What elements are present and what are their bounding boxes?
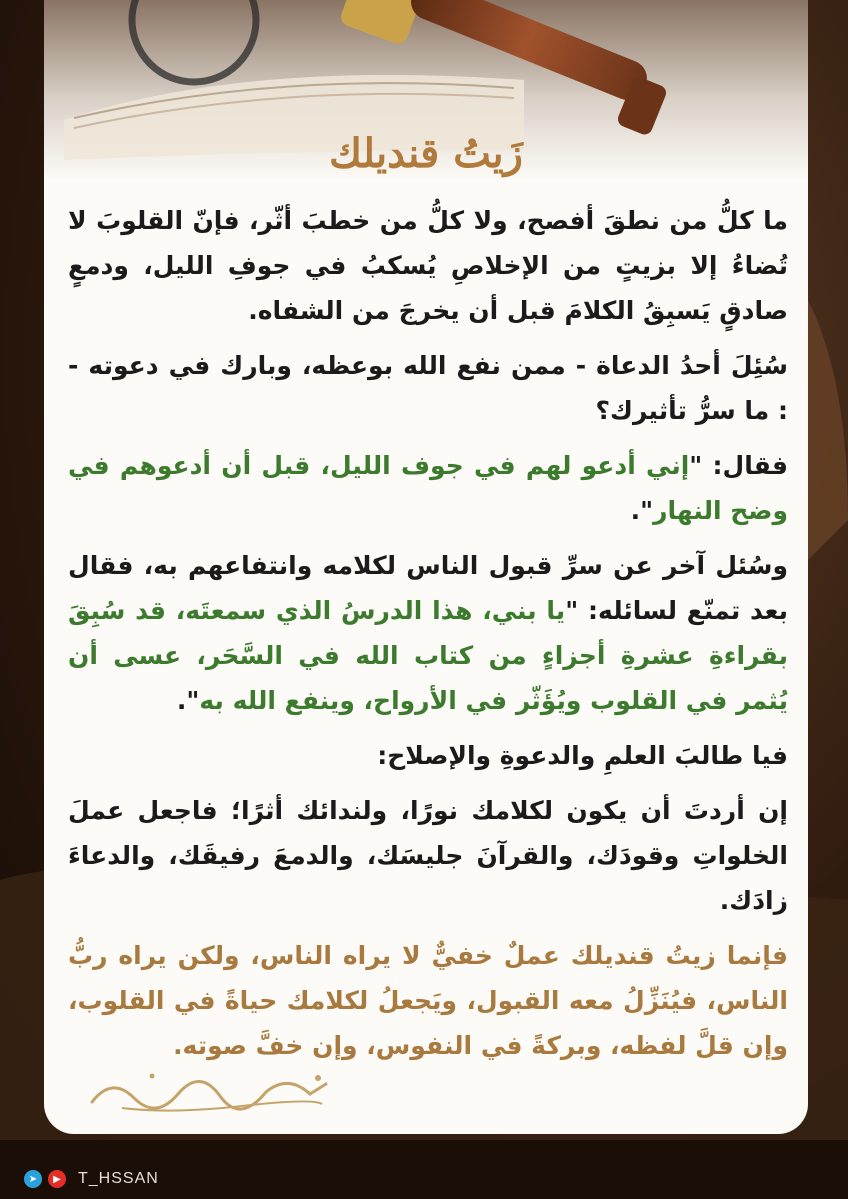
content-card: [44, 0, 808, 1134]
text-run: يا بني، هذا الدرسُ الذي سمعتَه، قد سُبِقَ بقراءةِ عشرةِ أجزاءٍ من كتاب الله في السَّحَر، عسى أن يُثمر في القلوب ويُؤَثّر في الأرواح، وينفع الله به: [68, 596, 788, 715]
text-run: وسُئل آخر عن سرِّ قبول الناس لكلامه وانتفاعهم به، فقال بعد تمنّع لسائله: ": [68, 551, 788, 625]
paragraph: [68, 443, 788, 533]
text-run: فإنما زيتُ قنديلك عملٌ خفيٌّ لا يراه الناس، ولكن يراه ربُّ الناس، فيُنَزِّلُ معه القبول، ويَجعلُ لكلامك حياةً في القلوب، وإن قلَّ لفظه، وبركةً في النفوس، وإن خفَّ صوته.: [68, 941, 788, 1060]
paragraph: [68, 543, 788, 723]
paragraph: [68, 198, 788, 333]
telegram-icon[interactable]: ➤: [24, 1170, 42, 1188]
article-body: [68, 198, 788, 1078]
paragraph: [68, 343, 788, 433]
youtube-icon[interactable]: ▶: [48, 1170, 66, 1188]
footer-social: [24, 1166, 159, 1192]
text-run: ".: [630, 496, 654, 525]
page-title: زَيتُ قنديلك: [329, 130, 523, 177]
text-run: فيا طالبَ العلمِ والدعوةِ والإصلاح:: [377, 741, 788, 770]
social-handle: T_HSSAN: [78, 1170, 159, 1187]
signature-calligraphy: [82, 1058, 342, 1118]
text-run: ما كلُّ من نطقَ أفصح، ولا كلُّ من خطبَ أثّر، فإنّ القلوبَ لا تُضاءُ إلا بزيتٍ من الإخلاصِ يُسكبُ في جوفِ الليل، ودمعٍ صادقٍ يَسبِقُ الكلامَ قبل أن يخرجَ من الشفاه.: [68, 206, 788, 325]
text-run: ".: [176, 686, 200, 715]
paragraph: [68, 733, 788, 778]
paragraph: [68, 933, 788, 1068]
text-run: إني أدعو لهم في جوف الليل، قبل أن أدعوهم في وضح النهار: [68, 451, 788, 525]
text-run: إن أردتَ أن يكون لكلامك نورًا، ولندائك أثرًا؛ فاجعل عملَ الخلواتِ وقودَك، والقرآنَ جليسَك، والدمعَ رفيقَك، والدعاءَ زادَك.: [68, 796, 788, 915]
paragraph: [68, 788, 788, 923]
text-run: فقال: ": [689, 451, 788, 480]
text-run: سُئِلَ أحدُ الدعاة - ممن نفع الله بوعظه، وبارك في دعوته - : ما سرُّ تأثيرك؟: [68, 351, 788, 425]
